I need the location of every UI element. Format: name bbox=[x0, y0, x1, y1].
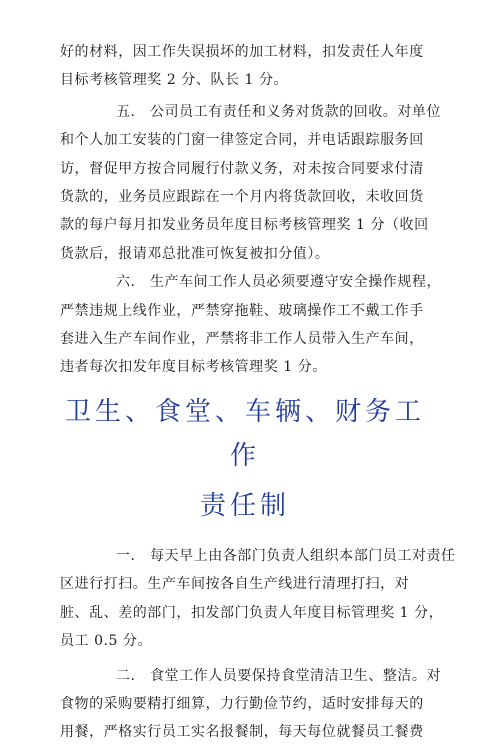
continuation-paragraph bbox=[60, 38, 430, 95]
rule-1-paragraph bbox=[60, 542, 456, 656]
text-line: 目标考核管理奖 2 分、队长 1 分。 bbox=[60, 72, 289, 89]
text-line bbox=[60, 268, 441, 296]
text-line: 货款后，报请邓总批准可恢复被扣分值）。 bbox=[60, 245, 330, 262]
text-line bbox=[60, 98, 441, 126]
item-number: 五. bbox=[116, 103, 136, 120]
section-heading: 卫生、食堂、车辆、财务工作 bbox=[64, 396, 425, 471]
text-line: 好的材料，因工作失误损坏的加工材料，扣发责任人年度 bbox=[60, 44, 424, 60]
text-line-content: 生产车间工作人员必须要遵守安全操作规程， bbox=[150, 274, 441, 291]
text-line: 脏、乱、差的部门，扣发部门负责人年度目标管理奖 1 分， bbox=[60, 604, 444, 621]
rule-2-paragraph bbox=[60, 662, 441, 747]
text-line: 区进行打扫。生产车间按各自生产线进行清理打扫，对 bbox=[60, 576, 410, 593]
item-number: 六. bbox=[116, 274, 136, 291]
text-line-content: 每天早上由各部门负责人组织本部门员工对责任 bbox=[150, 547, 456, 564]
item-5-paragraph bbox=[60, 98, 441, 268]
text-line: 和个人加工安装的门窗一律签定合同，并电话跟踪服务回 bbox=[60, 132, 424, 149]
text-line: 套进入生产车间作业，严禁将非工作人员带入生产车间， bbox=[60, 331, 424, 348]
text-line-content: 食堂工作人员要保持食堂清洁卫生、整洁。对 bbox=[150, 667, 441, 684]
item-number: 一. bbox=[116, 547, 136, 564]
text-line: 食物的采购要精打细算，力行勤俭节约，适时安排每天的 bbox=[60, 695, 424, 712]
text-line: 货款的，业务员应跟踪在一个月内将货款回收，未收回货 bbox=[60, 189, 424, 206]
text-line: 款的每户每月扣发业务员年度目标考核管理奖 1 分（收回 bbox=[60, 217, 429, 234]
section-heading-continued: 责任制 bbox=[199, 490, 290, 521]
text-line: 访，督促甲方按合同履行付款义务，对未按合同要求付清 bbox=[60, 160, 424, 177]
text-line: 用餐，严格实行员工实名报餐制，每天每位就餐员工餐费 bbox=[60, 724, 424, 741]
document-page bbox=[0, 38, 480, 741]
item-6-paragraph bbox=[60, 268, 441, 382]
text-line: 严禁违规上线作业，严禁穿拖鞋、玻璃操作工不戴工作手 bbox=[60, 302, 424, 319]
text-line: 员工 0.5 分。 bbox=[60, 633, 153, 650]
text-line: 违者每次扣发年度目标考核管理奖 1 分。 bbox=[60, 359, 327, 376]
text-line bbox=[60, 662, 441, 690]
text-line-content: 公司员工有责任和义务对货款的回收。对单位 bbox=[150, 103, 441, 120]
item-number: 二. bbox=[116, 667, 136, 684]
text-line bbox=[60, 542, 456, 570]
